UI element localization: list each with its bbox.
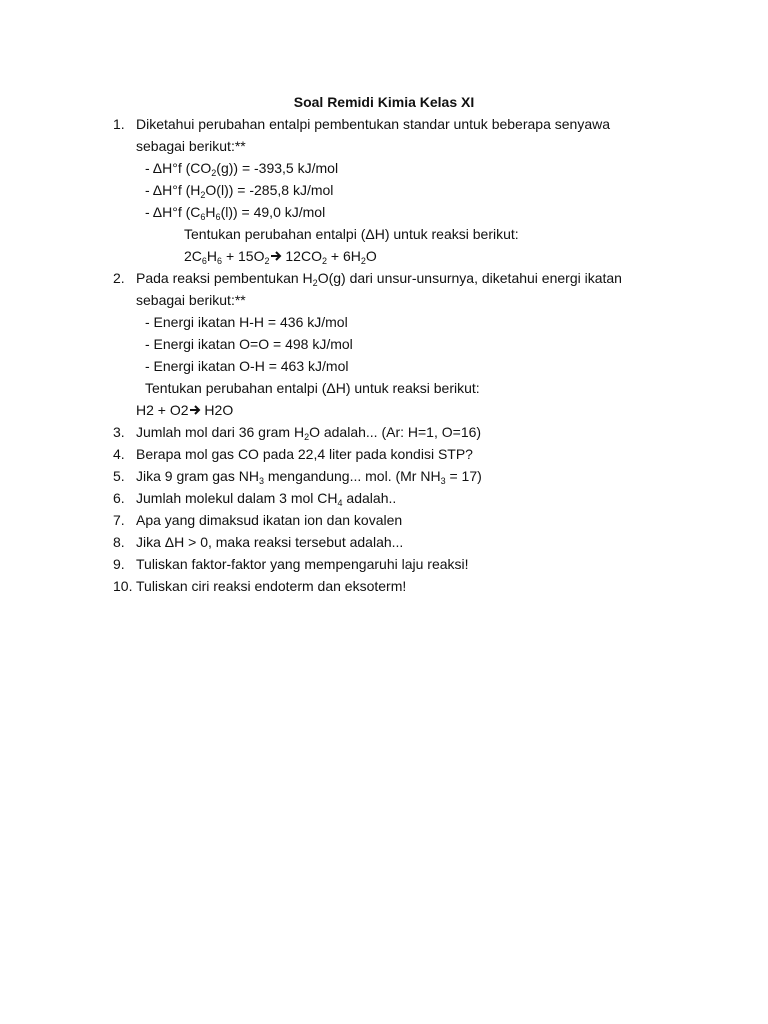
question-instruction: Tentukan perubahan entalpi (ΔH) untuk reaksi berikut:: [184, 226, 519, 242]
question-text: sebagai berikut:**: [136, 138, 246, 154]
question-number: 2.: [113, 270, 125, 286]
right-arrow-icon: [189, 404, 201, 416]
reaction-equation: H2 + O2 H2O: [136, 402, 234, 418]
question-text: sebagai berikut:**: [136, 292, 246, 308]
question-text: Jumlah molekul dalam 3 mol $CH_4$ adalah..: [136, 490, 397, 508]
bond-energy: - Energi ikatan H-H = 436 kJ/mol: [145, 314, 348, 330]
right-arrow-icon: [270, 250, 282, 262]
question-text: Tuliskan ciri reaksi endoterm dan eksoterm!: [136, 578, 407, 594]
question-number: 4.: [113, 446, 125, 462]
bond-energy: - Energi ikatan O-H = 463 kJ/mol: [145, 358, 349, 374]
bond-energy: - Energi ikatan O=O = 498 kJ/mol: [145, 336, 353, 352]
question-number: 3.: [113, 424, 125, 440]
question-text: Apa yang dimaksud ikatan ion dan kovalen: [136, 512, 403, 528]
page-title: Soal Remidi Kimia Kelas XI: [293, 94, 475, 110]
question-text: Berapa mol gas CO pada 22,4 liter pada kondisi STP?: [136, 446, 473, 462]
question-number: 6.: [113, 490, 125, 506]
question-number: 8.: [113, 534, 125, 550]
question-text: Jika 9 gram gas $NH_3$ mengandung... mol. (Mr $NH_3 = 17$): [136, 468, 482, 486]
question-number: 9.: [113, 556, 125, 572]
formation-data: - ΔH°f $(C_6H_6(l)) = 49,0$ kJ/mol: [145, 204, 326, 222]
question-instruction: Tentukan perubahan entalpi (ΔH) untuk reaksi berikut:: [145, 380, 480, 396]
question-text: Jumlah mol dari 36 gram $H_2O$ adalah... (Ar: H=1, O=16): [136, 424, 482, 442]
formation-data: - ΔH°f $(CO_2(g)) = -393,5$ kJ/mol: [145, 160, 339, 178]
question-text: Tuliskan faktor-faktor yang mempengaruhi laju reaksi!: [136, 556, 469, 572]
reaction-equation: $2C_6H_6 + 15O_2$ $12CO_2 + 6H_2O$: [184, 248, 377, 266]
question-number: 10.: [113, 578, 133, 594]
question-text: Diketahui perubahan entalpi pembentukan standar untuk beberapa senyawa: [136, 116, 611, 132]
question-number: 1.: [113, 116, 125, 132]
question-text: Jika ΔH > 0, maka reaksi tersebut adalah...: [136, 534, 404, 550]
formation-data: - ΔH°f $(H_2O(l)) = -285,8$ kJ/mol: [145, 182, 334, 200]
question-number: 7.: [113, 512, 125, 528]
question-number: 5.: [113, 468, 125, 484]
question-text: Pada reaksi pembentukan $H_2O(g)$ dari unsur-unsurnya, diketahui energi ikatan: [136, 270, 622, 288]
